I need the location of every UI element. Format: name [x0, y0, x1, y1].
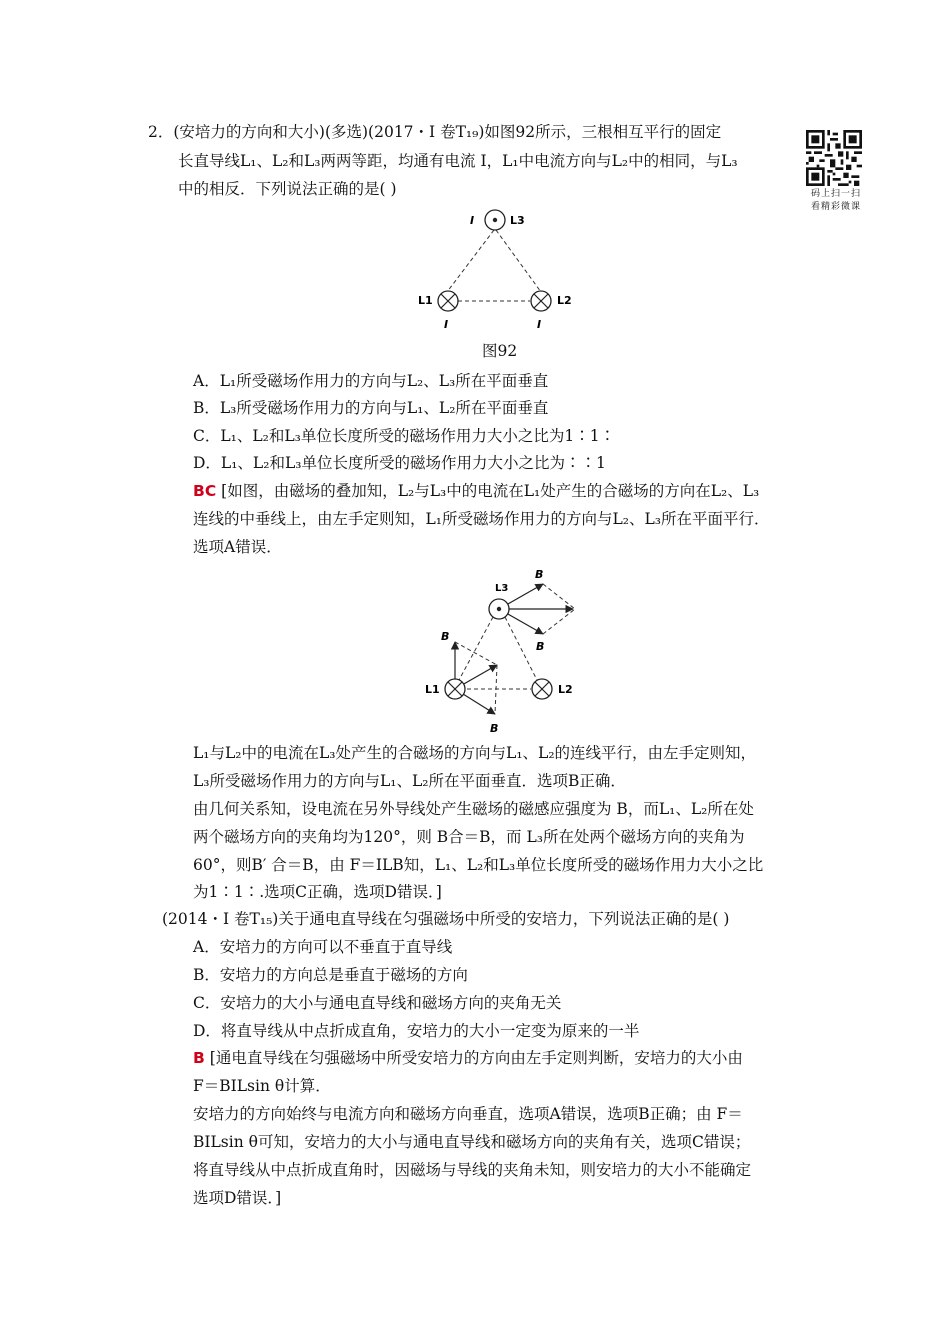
- q3-explanation-line3: 安培力的方向始终与电流方向和磁场方向垂直，选项A错误，选项B正确；由 F＝: [193, 1105, 743, 1123]
- q2-stem-line1: 2．(安培力的方向和大小)(多选)(2017・Ⅰ 卷T₁₉)如图92所示，三根相互平行的固定: [148, 123, 722, 141]
- label-l1: L1: [418, 294, 433, 307]
- q2-stem-line3: 中的相反．下列说法正确的是( ): [178, 180, 397, 198]
- q3-explanation-line5: 将直导线从中点折成直角时，因磁场与导线的夹角未知，则安培力的大小不能确定: [193, 1161, 752, 1179]
- q2-explanation-line5: L₃所受磁场作用力的方向与L₁、L₂所在平面垂直．选项B正确．: [193, 772, 626, 790]
- q2-answer: BC: [193, 482, 217, 500]
- label-i-left: I: [444, 318, 449, 331]
- label-b-left: B: [441, 630, 450, 643]
- explanation-diagram: [415, 562, 590, 737]
- label-i-right: I: [537, 318, 542, 331]
- qr-code-icon[interactable]: [806, 130, 862, 186]
- label-l3: L3: [510, 214, 525, 227]
- wire-l2-in-icon: [531, 291, 551, 311]
- label-b-bottom: B: [490, 722, 499, 735]
- q2-explanation-text: [如图，由磁场的叠加知，L₂与L₃中的电流在L₁处产生的合磁场的方向在L₂、L₃: [221, 482, 760, 500]
- q2-explanation-line8: 60°，则B′ 合＝B，由 F＝ILB知，L₁、L₂和L₃单位长度所受的磁场作用力大小之比: [193, 856, 764, 874]
- qr-caption-2: 看精彩微课: [810, 202, 861, 212]
- wire-l2-in-icon: [532, 679, 552, 699]
- q3-explanation-line6: 选项D错误．]: [193, 1189, 282, 1207]
- q3-stem: (2014・Ⅰ 卷T₁₅)关于通电直导线在匀强磁场中所受的安培力，下列说法正确的是( ): [162, 910, 730, 928]
- q2-explanation-line4: L₁与L₂中的电流在L₃处产生的合磁场的方向与L₁、L₂的连线平行，由左手定则知，: [193, 744, 757, 762]
- q2-explanation-line1: [193, 480, 759, 502]
- label-l2: L2: [558, 683, 573, 696]
- q2-option-c: C．L₁、L₂和L₃单位长度所受的磁场作用力大小之比为1∶1∶: [193, 427, 616, 445]
- wire-l1-in-icon: [445, 679, 465, 699]
- q3-option-a: A．安培力的方向可以不垂直于直导线: [193, 938, 453, 956]
- q3-answer: B: [193, 1049, 205, 1067]
- label-b-top: B: [535, 568, 544, 581]
- label-b-mid: B: [536, 640, 545, 653]
- q3-explanation-text: [通电直导线在匀强磁场中所受安培力的方向由左手定则判断，安培力的大小由: [209, 1049, 743, 1067]
- wire-l1-in-icon: [438, 291, 458, 311]
- q3-explanation-line1: [193, 1047, 743, 1069]
- q2-explanation-line6: 由几何关系知，设电流在另外导线处产生磁场的磁感应强度为 B，而L₁、L₂所在处: [193, 800, 754, 818]
- q3-option-b: B．安培力的方向总是垂直于磁场的方向: [193, 966, 468, 984]
- q3-option-c: C．安培力的大小与通电直导线和磁场方向的夹角无关: [193, 994, 562, 1012]
- q2-stem-line2: 长直导线L₁、L₂和L₃两两等距，均通有电流 I，L₁中电流方向与L₂中的相同，与L₃: [178, 152, 738, 170]
- label-l1: L1: [425, 683, 440, 696]
- figure-92-caption: 图92: [482, 342, 518, 360]
- q3-explanation-line2: F＝BILsin θ计算．: [193, 1077, 331, 1095]
- figure-92-diagram: [410, 200, 580, 335]
- label-l2: L2: [557, 294, 572, 307]
- q3-explanation-line4: BILsin θ可知，安培力的大小与通电直导线和磁场方向的夹角有关，选项C错误；: [193, 1133, 751, 1151]
- q2-explanation-line2: 连线的中垂线上，由左手定则知，L₁所受磁场作用力的方向与L₂、L₃所在平面平行．: [193, 510, 770, 528]
- q2-option-d: D．L₁、L₂和L₃单位长度所受的磁场作用力大小之比为∶∶1: [193, 454, 606, 472]
- qr-caption-1: 码上扫一扫: [810, 189, 861, 199]
- q2-option-a: A．L₁所受磁场作用力的方向与L₂、L₃所在平面垂直: [193, 372, 549, 390]
- q2-option-b: B．L₃所受磁场作用力的方向与L₁、L₂所在平面垂直: [193, 399, 549, 417]
- q2-explanation-line3: 选项A错误．: [193, 538, 282, 556]
- q3-option-d: D．将直导线从中点折成直角，安培力的大小一定变为原来的一半: [193, 1022, 640, 1040]
- q2-explanation-line9: 为1∶1∶.选项C正确，选项D错误．]: [193, 883, 442, 901]
- q2-explanation-line7: 两个磁场方向的夹角均为120°，则 B合＝B，而 L₃所在处两个磁场方向的夹角为: [193, 828, 745, 846]
- label-l3: L3: [495, 583, 509, 594]
- label-i-top: I: [470, 214, 475, 227]
